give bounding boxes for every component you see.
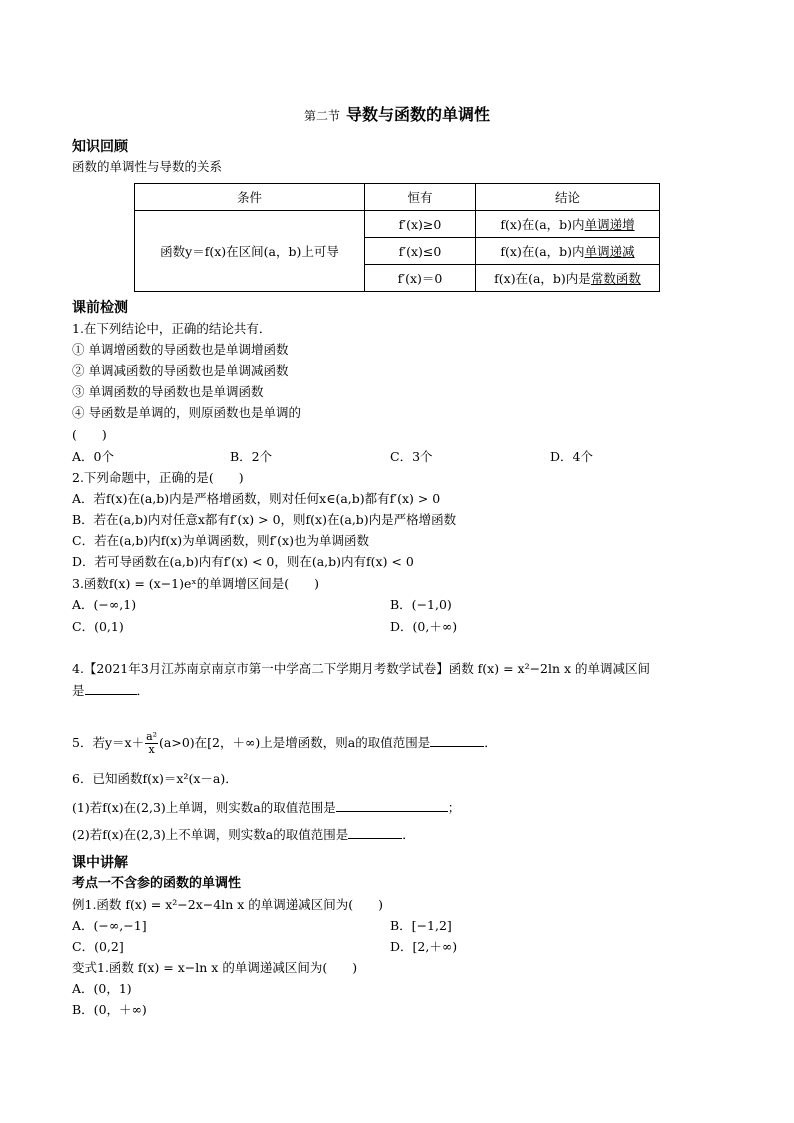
example-1-option-a: A．(−∞,−1] [72, 918, 147, 933]
q6-part-2-end: ． [402, 827, 415, 842]
conclusion-underlined: 单调递增 [584, 217, 635, 232]
q6-part-1 [72, 799, 460, 817]
lecture-heading: 课中讲解 [72, 855, 128, 871]
q4-line-2 [72, 682, 149, 700]
conclusion-text: f(x)在(a，b)内 [500, 244, 585, 259]
variant-1-stem: 变式1.函数 f(x) = x−ln x 的单调递减区间为( ) [72, 960, 358, 975]
header-conclusion: 结论 [476, 184, 660, 211]
conclusion-cell [476, 211, 660, 238]
point-1-heading: 考点一不含参的函数的单调性 [72, 876, 242, 891]
q1-option-d: D．4个 [550, 449, 593, 464]
q6-part-2-text: (2)若f(x)在(2,3)上不单调，则实数a的取值范围是 [72, 827, 349, 842]
q2-option-d: D．若可导函数在(a,b)内有f′(x) < 0，则在(a,b)内有f(x) < 0 [72, 554, 414, 569]
derivative-monotonicity-table [134, 183, 660, 292]
example-1-stem: 例1.函数 f(x) = x²−2x−4ln x 的单调递减区间为( ) [72, 897, 384, 912]
q4-line-1: 4.【2021年3月江苏南京南京市第一中学高二下学期月考数学试卷】函数 f(x) = x²−2ln x 的单调减区间 [72, 661, 651, 676]
conclusion-underlined: 单调递减 [584, 244, 635, 259]
q2-option-a: A．若f(x)在(a,b)内是严格增函数，则对任何x∈(a,b)都有f′(x) > 0 [72, 491, 441, 506]
q5-end: ． [484, 735, 497, 750]
q1-answer-paren: ( ) [72, 427, 107, 442]
q5-fraction-denominator: x [148, 743, 155, 756]
q6-stem: 6．已知函数f(x)＝x²(x－a)． [72, 771, 238, 786]
section-title: 导数与函数的单调性 [346, 105, 491, 124]
q6-part-1-text: (1)若f(x)在(2,3)上单调，则实数a的取值范围是 [72, 800, 336, 815]
q2-option-b: B．若在(a,b)内对任意x都有f′(x) > 0，则f(x)在(a,b)内是严格增函数 [72, 512, 457, 527]
has-cell: f′(x)≤0 [365, 238, 476, 265]
variant-1-option-b: B．(0，＋∞) [72, 1002, 147, 1017]
conclusion-cell [476, 238, 660, 265]
header-has: 恒有 [365, 184, 476, 211]
q3-option-c: C．(0,1) [72, 619, 124, 634]
q4-end: ． [136, 683, 150, 698]
q1-item-4: ④ 导函数是单调的，则原函数也是单调的 [72, 405, 301, 420]
variant-1-option-a: A．(0，1) [72, 981, 132, 996]
q5-fraction [145, 731, 158, 756]
q3-option-a: A．(−∞,1) [72, 597, 137, 612]
example-1-option-d: D．[2,＋∞) [390, 939, 458, 954]
condition-cell: 函数y＝f(x)在区间(a，b)上可导 [135, 211, 365, 292]
q2-stem: 2.下列命题中，正确的是( ) [72, 470, 244, 485]
q2-option-c: C．若在(a,b)内f(x)为单调函数，则f′(x)也为单调函数 [72, 533, 369, 548]
example-1-option-c: C．(0,2] [72, 939, 124, 954]
precheck-heading: 课前检测 [72, 300, 128, 316]
q6-part-2 [72, 826, 415, 844]
page-title [0, 106, 794, 125]
q1-stem: 1.在下列结论中，正确的结论共有． [72, 321, 272, 336]
conclusion-text: f(x)在(a，b)内 [500, 217, 585, 232]
conclusion-underlined: 常数函数 [590, 271, 641, 286]
q6-part-2-blank [348, 826, 402, 839]
q1-item-3: ③ 单调函数的导函数也是单调函数 [72, 384, 264, 399]
has-cell: f′(x)＝0 [365, 265, 476, 292]
q4-answer-blank [85, 682, 137, 695]
conclusion-text: f(x)在(a，b)内是 [494, 271, 591, 286]
q5-fraction-numerator: a² [146, 730, 158, 743]
q1-option-c: C．3个 [390, 449, 433, 464]
q5-line [72, 726, 497, 760]
q6-part-1-blank [336, 799, 448, 812]
table-row [135, 211, 660, 238]
q3-option-d: D．(0,＋∞) [390, 619, 458, 634]
q3-stem: 3.函数f(x) = (x−1)eˣ的单调增区间是( ) [72, 576, 319, 591]
q5-answer-blank [430, 734, 484, 747]
q5-prefix: 5．若y＝x＋ [72, 735, 145, 750]
review-subtitle: 函数的单调性与导数的关系 [72, 159, 223, 174]
conclusion-cell [476, 265, 660, 292]
header-condition: 条件 [135, 184, 365, 211]
q3-option-b: B．(−1,0) [390, 597, 452, 612]
example-1-option-b: B．[−1,2] [390, 918, 452, 933]
q4-prefix: 是 [72, 683, 85, 698]
review-heading: 知识回顾 [72, 139, 128, 155]
q1-item-1: ① 单调增函数的导函数也是单调增函数 [72, 342, 289, 357]
q1-item-2: ② 单调减函数的导函数也是单调减函数 [72, 363, 289, 378]
table-header-row [135, 184, 660, 211]
q1-option-b: B．2个 [230, 449, 273, 464]
section-number: 第二节 [303, 109, 340, 123]
q6-part-1-end: ； [447, 800, 461, 815]
has-cell: f′(x)≥0 [365, 211, 476, 238]
q1-option-a: A．0个 [72, 449, 114, 464]
q5-text: (a>0)在[2，＋∞)上是增函数，则a的取值范围是 [159, 735, 431, 750]
